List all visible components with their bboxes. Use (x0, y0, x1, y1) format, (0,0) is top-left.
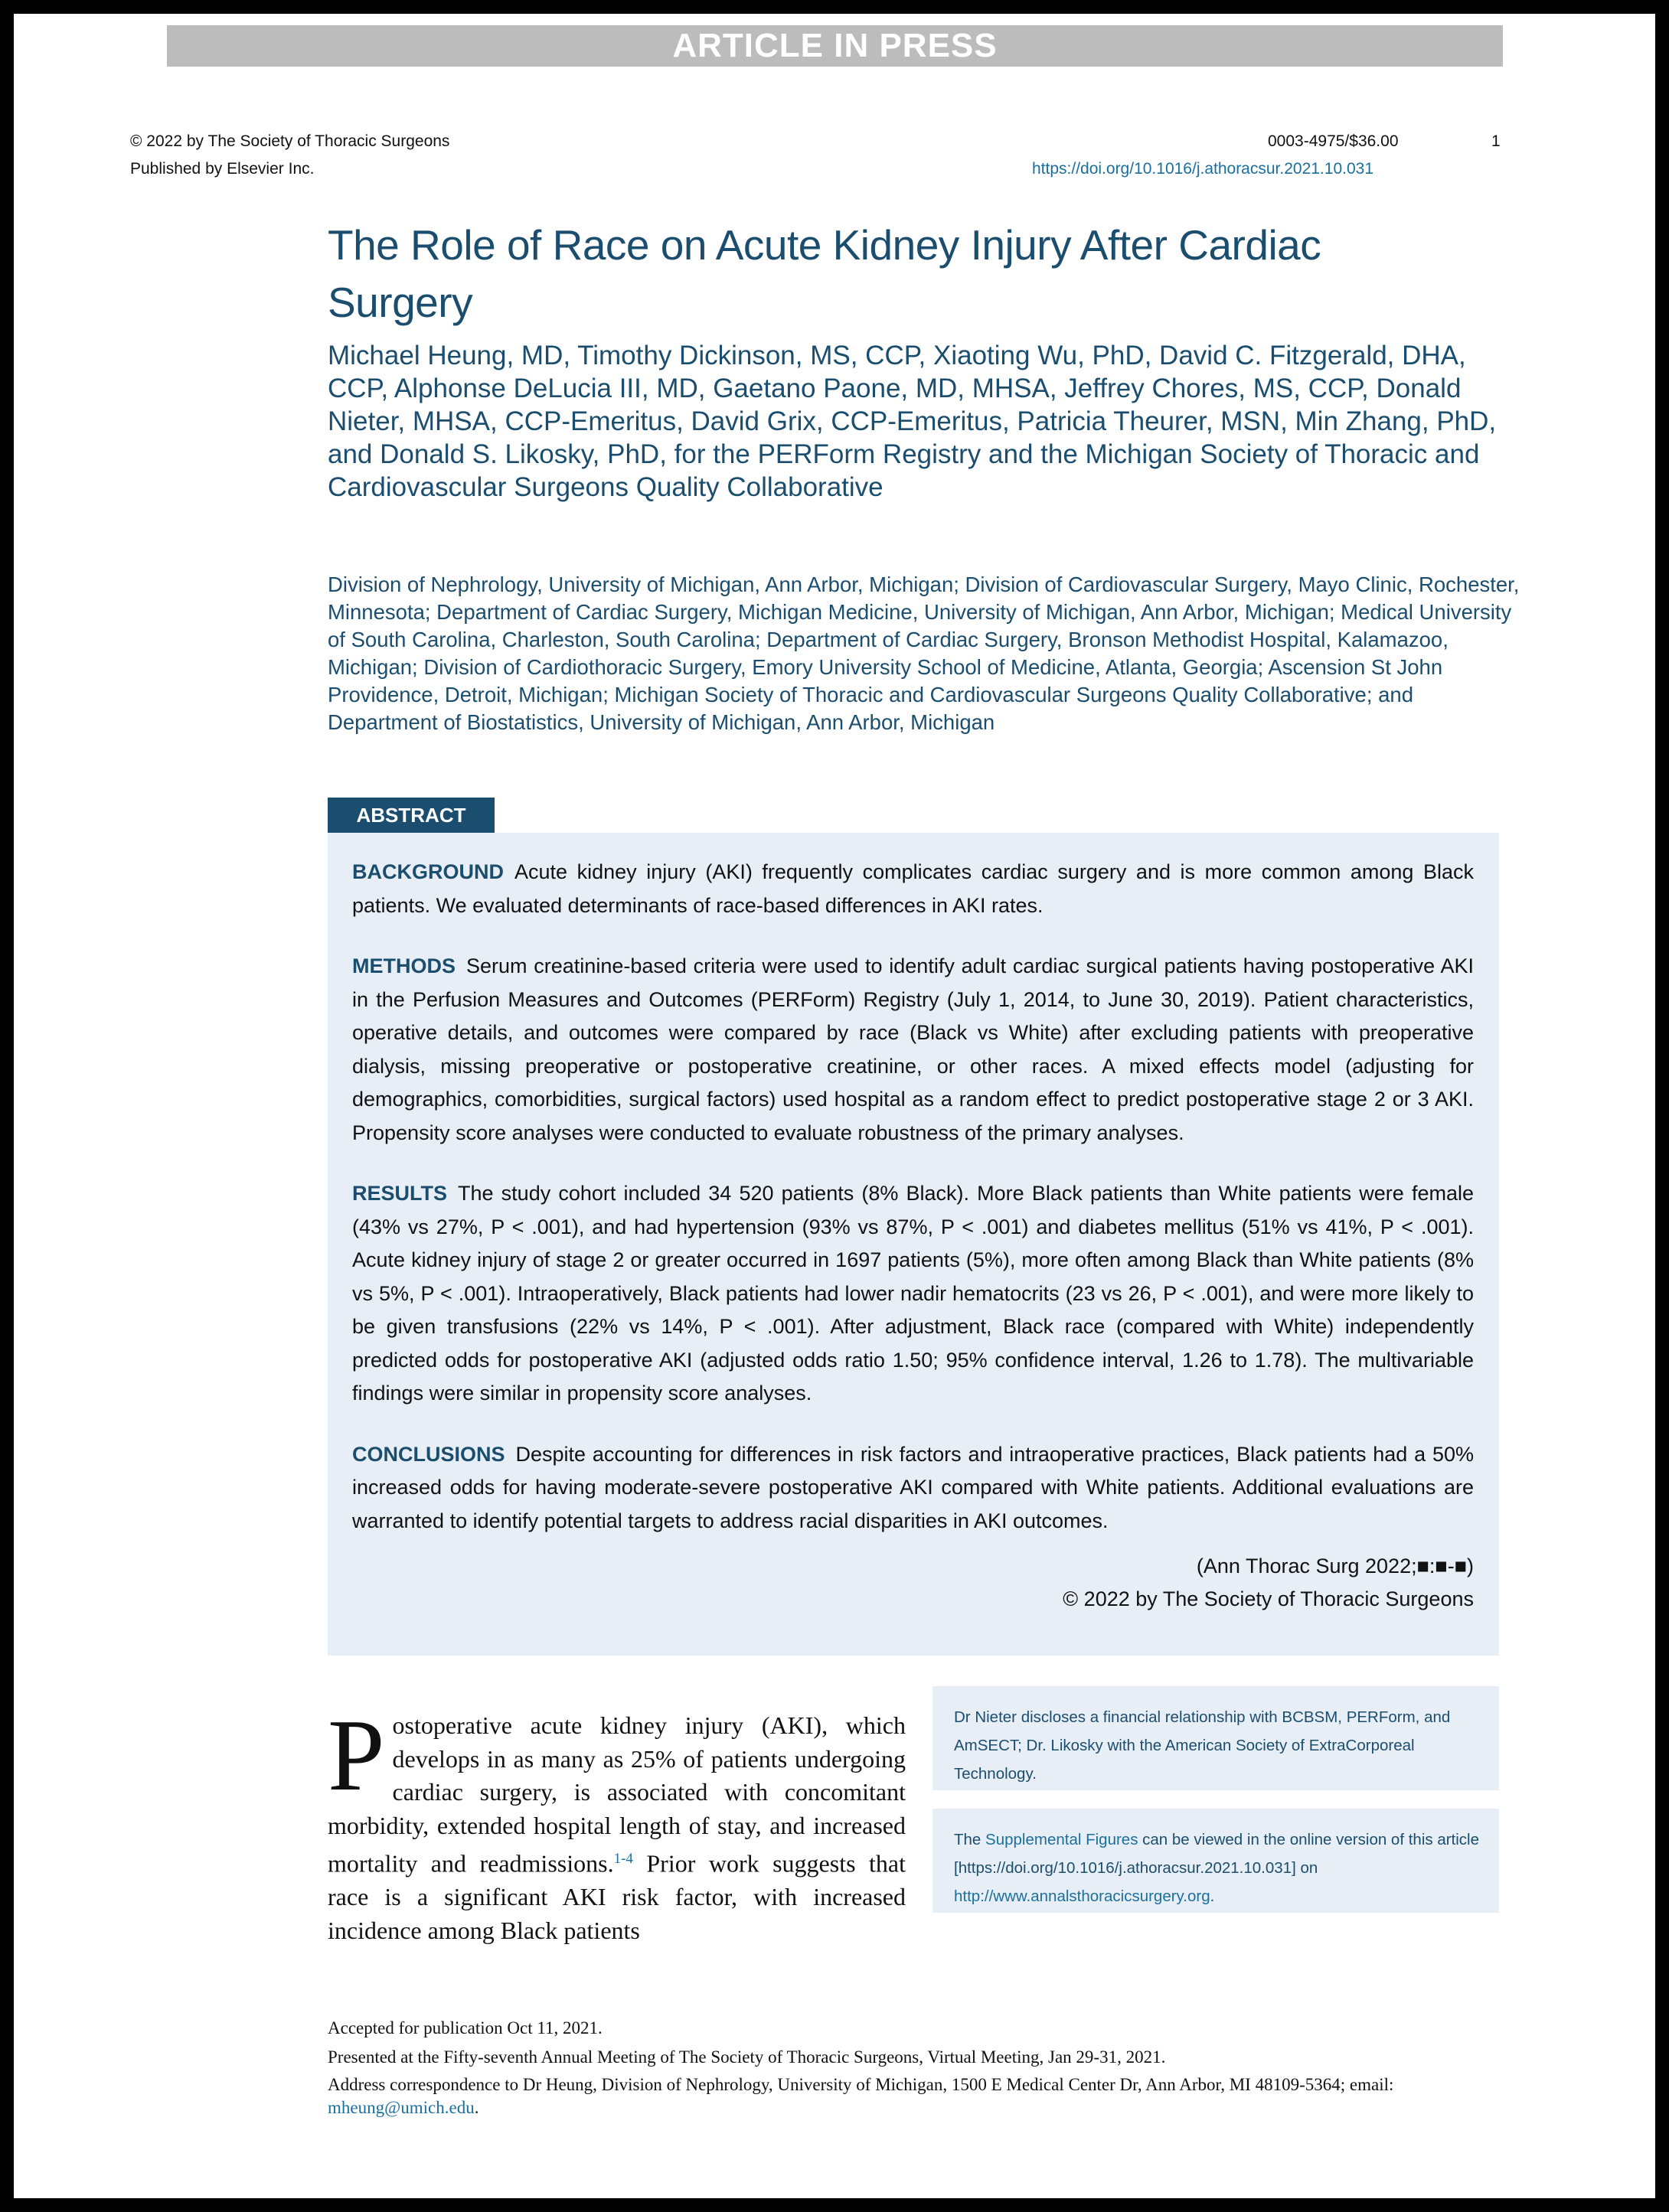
article-title: The Role of Race on Acute Kidney Injury After Cardiac Surgery (328, 221, 1321, 326)
journal-citation: (Ann Thorac Surg 2022;■:■-■) (1196, 1555, 1474, 1577)
supplemental-mid: can be viewed in the online version of this article [ (954, 1831, 1480, 1877)
supplemental-text (954, 1825, 1482, 1910)
supplemental-pre: The (954, 1831, 986, 1848)
methods-text: Serum creatinine-based criteria were used to identify adult cardiac surgical patients having postoperative AKI in the Perfusion Measures and Outcomes (PERForm) Registry (July 1, 2014, to June 30, 2019). Patient characteristics, operative details, and outcomes were compared by race (Black vs White) after excluding patients with preoperative dialysis, missing preoperative or postoperative creatinine, or other races. A mixed effects model (adjusting for demographics, comorbidities, surgical factors) used hospital as a random effect to predict postoperative stage 2 or 3 AKI. Propensity score analyses were conducted to evaluate robustness of the primary analyses. (352, 954, 1474, 1144)
abstract-copyright: © 2022 by The Society of Thoracic Surgeons (1063, 1587, 1474, 1610)
body-text-1: ostoperative acute kidney injury (AKI), which develops in as many as 25% of patients undergoing cardiac surgery, is associated with concomitant morbidity, extended hospital length of stay, and increased mortality and readmissions. (328, 1711, 906, 1878)
doi-link[interactable]: https://doi.org/10.1016/j.athoracsur.2021.10.031 (1032, 160, 1373, 178)
results-text: The study cohort included 34 520 patients (8% Black). More Black patients than White patients were female (43% vs 27%, P < .001), and had hypertension (93% vs 87%, P < .001) and diabetes mellitus (51% vs 41%, P < .001). Acute kidney injury of stage 2 or greater occurred in 1697 patients (5%), more often among Black than White patients (8% vs 5%, P < .001). Intraoperatively, Black patients had lower nadir hematocrits (23 vs 26, P < .001), and were more likely to be given transfusions (22% vs 14%, P < .001). After adjustment, Black race (compared with White) independently predicted odds for postoperative AKI (adjusted odds ratio 1.50; 95% confidence interval, 1.26 to 1.78). The multivariable findings were similar in propensity score analyses. (352, 1182, 1474, 1405)
supplemental-box (932, 1809, 1499, 1913)
article-page (14, 14, 1655, 2198)
abstract-background (352, 856, 1474, 922)
disclosure-box (932, 1686, 1499, 1790)
copyright-line: © 2022 by The Society of Thoracic Surgeons (130, 132, 450, 150)
reference-link[interactable]: 1-4 (613, 1851, 633, 1867)
footnote-accepted: Accepted for publication Oct 11, 2021. (328, 2018, 603, 2037)
drop-cap: P (328, 1698, 385, 1812)
page-number: 1 (1491, 132, 1501, 150)
disclosure-text: Dr Nieter discloses a financial relationship with BCBSM, PERForm, and AmSECT; Dr. Likosky with the American Society of ExtraCorporeal Technology. (954, 1708, 1451, 1783)
background-text: Acute kidney injury (AKI) frequently complicates cardiac surgery and is more common among Black patients. We evaluated determinants of race-based differences in AKI rates. (352, 860, 1474, 917)
author-list: Michael Heung, MD, Timothy Dickinson, MS, CCP, Xiaoting Wu, PhD, David C. Fitzgerald, DHA, CCP, Alphonse DeLucia III, MD, Gaetano Paone, MD, MHSA, Jeffrey Chores, MS, CCP, Donald Nieter, MHSA, CCP-Emeritus, David Grix, CCP-Emeritus, Patricia Theurer, MSN, Min Zhang, PhD, and Donald S. Likosky, PhD, for the PERForm Registry and the Michigan Society of Thoracic and Cardiovascular Surgeons Quality Collaborative (328, 341, 1497, 502)
conclusions-text: Despite accounting for differences in risk factors and intraoperative practices, Black patients had a 50% increased odds for having moderate-severe postoperative AKI compared with White patients. Additional evaluations are warranted to identify potential targets to address racial disparities in AKI outcomes. (352, 1442, 1474, 1532)
supplemental-post: ] on (1292, 1859, 1318, 1877)
issn-price: 0003-4975/$36.00 (1268, 132, 1399, 150)
affiliations: Division of Nephrology, University of Michigan, Ann Arbor, Michigan; Division of Cardiovascular Surgery, Mayo Clinic, Rochester, Minnesota; Department of Cardiac Surgery, Michigan Medicine, University of Michigan, Ann Arbor, Michigan; Medical University of South Carolina, Charleston, South Carolina; Department of Cardiac Surgery, Bronson Methodist Hospital, Kalamazoo, Michigan; Division of Cardiothoracic Surgery, Emory University School of Medicine, Atlanta, Georgia; Ascension St John Providence, Detroit, Michigan; Michigan Society of Thoracic and Cardiovascular Surgeons Quality Collaborative; and Department of Biostatistics, University of Michigan, Ann Arbor, Michigan (328, 573, 1520, 734)
abstract-results (352, 1177, 1474, 1411)
supplemental-end: . (1210, 1887, 1215, 1905)
address-end: . (474, 2098, 479, 2117)
abstract-tab: ABSTRACT (328, 798, 495, 833)
address-text: Address correspondence to Dr Heung, Division of Nephrology, University of Michigan, 1500 E Medical Center Dr, Ann Arbor, MI 48109-5364; email: (328, 2075, 1394, 2094)
article-in-press-banner: ARTICLE IN PRESS (167, 25, 1503, 67)
email-link[interactable]: mheung@umich.edu (328, 2098, 475, 2117)
methods-heading: METHODS (352, 954, 456, 977)
journal-website-link[interactable]: http://www.annalsthoracicsurgery.org (954, 1887, 1210, 1905)
abstract-box (328, 833, 1499, 1656)
abstract-methods (352, 950, 1474, 1150)
conclusions-heading: CONCLUSIONS (352, 1442, 505, 1466)
publisher-line: Published by Elsevier Inc. (130, 160, 315, 178)
background-heading: BACKGROUND (352, 860, 504, 883)
body-paragraph (328, 1698, 906, 1947)
body-text-2: Prior work suggests that race is a significant AKI risk factor, with increased incidence among Black patients (328, 1849, 906, 1944)
supplemental-figures-link[interactable]: Supplemental Figures (985, 1831, 1138, 1848)
abstract-conclusions (352, 1438, 1474, 1538)
footnote-presented: Presented at the Fifty-seventh Annual Meeting of The Society of Thoracic Surgeons, Virtual Meeting, Jan 29-31, 2021. (328, 2047, 1166, 2067)
results-heading: RESULTS (352, 1182, 448, 1205)
supplemental-doi: https://doi.org/10.1016/j.athoracsur.2021.10.031 (958, 1859, 1292, 1877)
footnote-address (328, 2073, 1522, 2119)
